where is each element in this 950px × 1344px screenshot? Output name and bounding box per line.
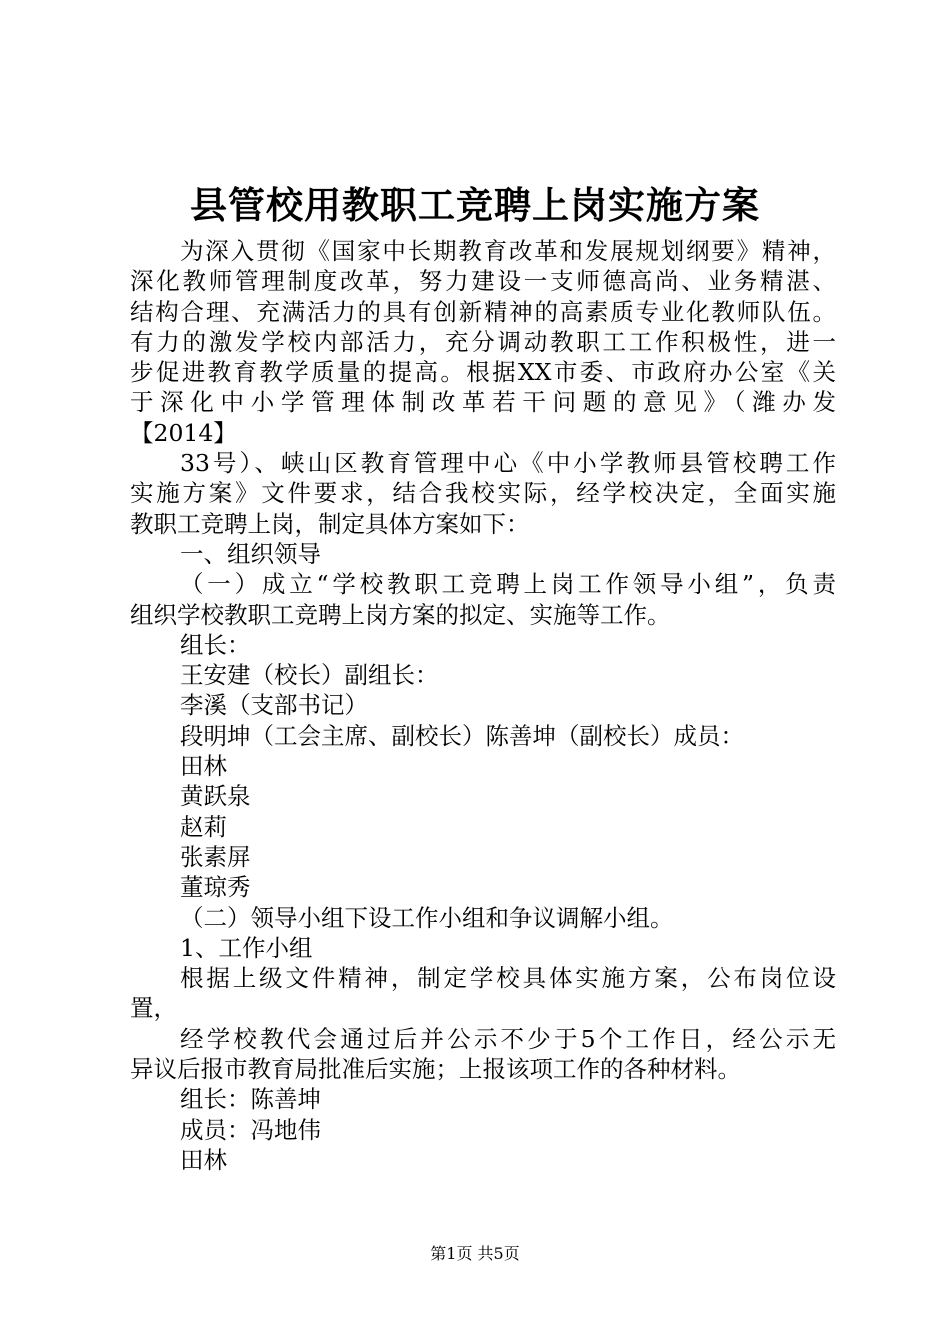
work-paragraph xyxy=(130,963,836,1024)
text-line: 33号）、峡山区教育管理中心《中小学教师县管校聘工作 xyxy=(180,449,836,478)
text-line: 实施方案》文件要求，结合我校实际，经学校决定，全面实施 xyxy=(130,479,836,508)
text-line: 为深入贯彻《国家中长期教育改革和发展规划纲要》精神， xyxy=(180,237,836,265)
list-item: 组长：陈善坤 xyxy=(180,1085,321,1114)
text-line: 于深化中小学管理体制改革若干问题的意见》（潍办发 xyxy=(130,388,836,417)
basis-paragraph xyxy=(130,448,836,539)
text-line: 置， xyxy=(130,994,177,1023)
text-line: 深化教师管理制度改革，努力建设一支师德高尚、业务精湛、 xyxy=(130,267,836,296)
text-line: 根据上级文件精神，制定学校具体实施方案，公布岗位设 xyxy=(180,964,836,993)
text-line: 教职工竞聘上岗，制定具体方案如下： xyxy=(130,509,530,538)
subsection-heading: （二）领导小组下设工作小组和争议调解小组。 xyxy=(180,903,674,932)
text-line: （一）成立“学校教职工竞聘上岗工作领导小组”，负责 xyxy=(180,570,836,599)
list-item: 成员：冯地伟 xyxy=(180,1115,321,1144)
text-line: 异议后报市教育局批准后实施；上报该项工作的各种材料。 xyxy=(130,1055,741,1084)
leadership-paragraph xyxy=(130,569,836,630)
text-line: 【2014】 xyxy=(130,418,237,447)
list-item: 黄跃泉 xyxy=(180,782,251,811)
list-item: 董琼秀 xyxy=(180,873,251,902)
text-line: 组织学校教职工竞聘上岗方案的拟定、实施等工作。 xyxy=(130,600,671,629)
list-item: 李溪（支部书记） xyxy=(180,691,368,720)
intro-paragraph xyxy=(130,236,836,448)
list-item: 赵莉 xyxy=(180,812,227,841)
list-item: 组长： xyxy=(180,630,251,659)
document-title: 县管校用教职工竞聘上岗实施方案 xyxy=(190,183,760,227)
text-line: 步促进教育教学质量的提高。根据XX市委、市政府办公室《关 xyxy=(130,358,836,387)
list-item: 田林 xyxy=(180,752,227,781)
subsection-heading: 1、工作小组 xyxy=(180,933,313,962)
text-line: 结构合理、充满活力的具有创新精神的高素质专业化教师队伍。 xyxy=(130,297,836,326)
list-item: 王安建（校长）副组长： xyxy=(180,661,439,690)
list-item: 段明坤（工会主席、副校长）陈善坤（副校长）成员： xyxy=(180,721,744,750)
section-heading: 一、组织领导 xyxy=(180,539,321,568)
work-paragraph xyxy=(130,1024,836,1085)
document-body xyxy=(130,236,836,1175)
text-line: 有力的激发学校内部活力，充分调动教职工工作积极性，进一 xyxy=(130,327,836,356)
list-item: 田林 xyxy=(180,1145,227,1174)
list-item: 张素屏 xyxy=(180,842,251,871)
text-line: 经学校教代会通过后并公示不少于5个工作日，经公示无 xyxy=(180,1024,836,1053)
page-footer: 第1页 共5页 xyxy=(430,1244,520,1263)
